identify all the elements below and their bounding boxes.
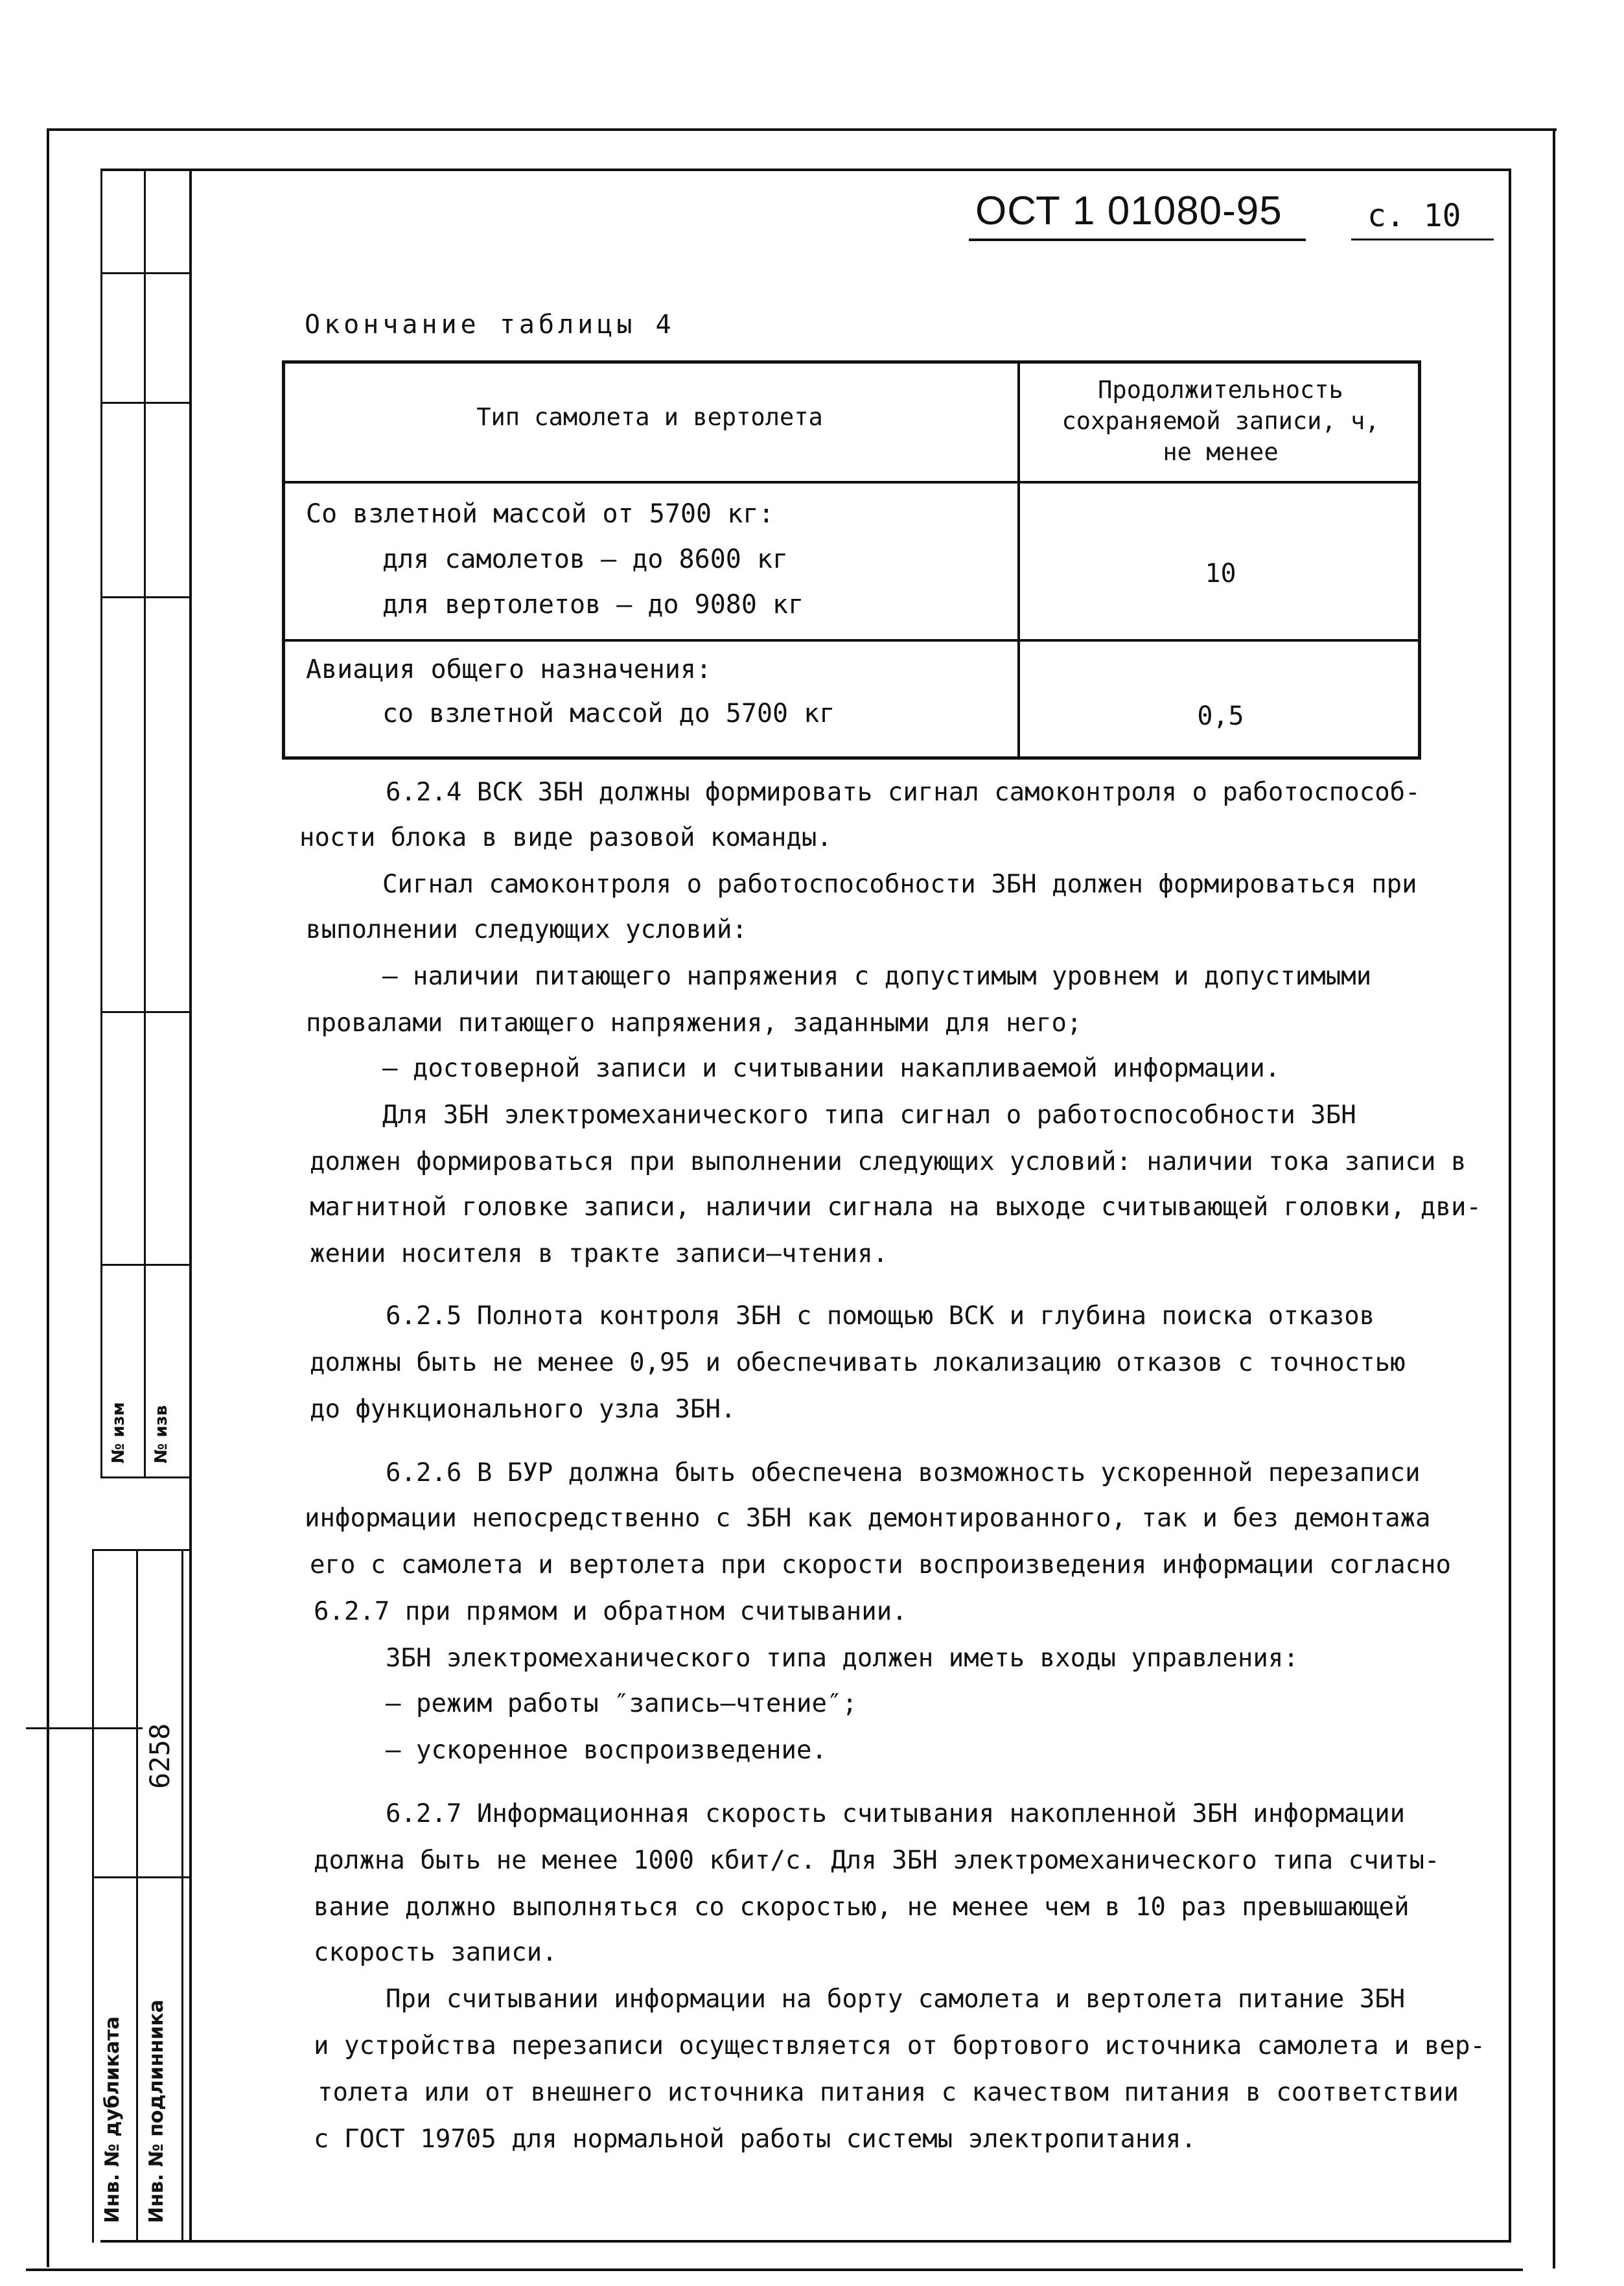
table-row-divider — [282, 639, 1421, 642]
paragraph-line: выполнении следующих условий: — [306, 915, 747, 944]
paragraph-line: ЗБН электромеханического типа должен иметь входы управления: — [386, 1644, 1299, 1673]
paragraph-line: вание должно выполняться со скоростью, не менее чем в 10 раз превышающей — [314, 1893, 1409, 1922]
paragraph-line: ности блока в виде разовой команды. — [299, 823, 832, 852]
paragraph-line: жении носителя в тракте записи–чтения. — [310, 1239, 888, 1268]
binding-strip-divider — [100, 402, 189, 404]
label-orig: Инв. № подлинника — [145, 2000, 168, 2223]
table-cell: со взлетной массой до 5700 кг — [382, 699, 835, 729]
paragraph-line: скорость записи. — [314, 1938, 557, 1967]
binding-strip-divider — [100, 1011, 189, 1013]
label-izv: № изв — [152, 1405, 171, 1464]
paragraph-line: провалами питающего напряжения, заданными для него; — [306, 1009, 1082, 1038]
binding-strip-line — [136, 1549, 138, 2243]
content-frame-right — [1509, 169, 1511, 2243]
paragraph-line: – достоверной записи и считывании накапливаемой информации. — [382, 1054, 1281, 1083]
paragraph-line: должен формироваться при выполнении следующих условий: наличии тока записи в — [310, 1147, 1467, 1176]
binding-strip-divider — [100, 272, 189, 274]
page-number-underline — [1351, 239, 1494, 240]
paragraph-line: 6.2.7 Информационная скорость считывания накопленной ЗБН информации — [386, 1799, 1406, 1828]
binding-strip-line — [181, 1549, 183, 2243]
header-line: Продолжительность — [1098, 376, 1343, 404]
binding-strip-divider — [92, 1549, 189, 1551]
paragraph-line: его с самолета и вертолета при скорости воспроизведения информации согласно — [310, 1550, 1451, 1580]
binding-strip-divider — [100, 1476, 189, 1478]
paragraph-line: – наличии питающего напряжения с допустимым уровнем и допустимыми — [382, 962, 1372, 991]
table-header-type: Тип самолета и вертолета — [476, 403, 823, 431]
paragraph-line: информации непосредственно с ЗБН как демонтированного, так и без демонтажа — [305, 1504, 1431, 1533]
paragraph-line: 6.2.6 В БУР должна быть обеспечена возможность ускоренной перезаписи — [386, 1458, 1421, 1487]
table-caption: Окончание таблицы 4 — [305, 310, 675, 340]
page-frame-top — [47, 128, 1557, 131]
table-header-duration — [1020, 375, 1421, 468]
cut-line — [26, 1727, 143, 1729]
paragraph-line: магнитной головке записи, наличии сигнала на выходе считывающей головки, дви- — [310, 1193, 1481, 1222]
paragraph-line: 6.2.5 Полнота контроля ЗБН с помощью ВСК и глубина поиска отказов — [386, 1301, 1375, 1331]
page-frame-bottom — [26, 2269, 1523, 2271]
inv-number: 6258 — [144, 1723, 176, 1789]
page-number: с. 10 — [1367, 198, 1461, 234]
paragraph-line: При считывании информации на борту самолета и вертолета питание ЗБН — [386, 1985, 1406, 2014]
table-cell: Авиация общего назначения: — [306, 655, 712, 684]
paragraph-line: должна быть не менее 1000 кбит/с. Для ЗБН электромеханического типа считы- — [314, 1846, 1440, 1875]
paragraph-line: – ускоренное воспроизведение. — [386, 1736, 827, 1765]
content-frame-bottom — [100, 2240, 1510, 2243]
content-frame-top — [100, 169, 1510, 171]
paragraph-line: и устройства перезаписи осуществляется от бортового источника самолета и вер- — [314, 2031, 1485, 2060]
table-value: 0,5 — [1197, 701, 1244, 731]
table-cell: для самолетов – до 8600 кг — [382, 544, 789, 574]
header-line: сохраняемой записи, ч, — [1061, 407, 1380, 435]
paragraph-line: до функционального узла ЗБН. — [310, 1395, 736, 1424]
table-row-divider — [282, 481, 1421, 484]
paragraph-line: Для ЗБН электромеханического типа сигнал о работоспособности ЗБН — [382, 1101, 1356, 1130]
binding-strip-divider — [92, 1876, 189, 1878]
binding-strip-line — [100, 169, 102, 1478]
table-cell: Со взлетной массой от 5700 кг: — [306, 499, 774, 529]
binding-strip-line — [144, 169, 146, 1478]
page-frame-left — [47, 128, 49, 2267]
paragraph-line: должны быть не менее 0,95 и обеспечивать локализацию отказов с точностью — [310, 1348, 1406, 1377]
paragraph-line: 6.2.7 при прямом и обратном считывании. — [314, 1597, 907, 1626]
paragraph-line: с ГОСТ 19705 для нормальной работы системы электропитания. — [314, 2125, 1196, 2154]
paragraph-line: Сигнал самоконтроля о работоспособности ЗБН должен формироваться при — [382, 870, 1417, 899]
table-cell: для вертолетов – до 9080 кг — [382, 590, 804, 620]
binding-strip-divider — [100, 1264, 189, 1266]
binding-strip-line — [92, 1549, 94, 2243]
header-line: не менее — [1163, 438, 1279, 466]
content-frame-left — [189, 169, 192, 2243]
document-code: ОСТ 1 01080-95 — [975, 189, 1282, 233]
page-frame-right — [1553, 128, 1555, 2269]
paragraph-line: толета или от внешнего источника питания с качеством питания в соответствии — [318, 2078, 1459, 2107]
label-dup: Инв. № дубликата — [101, 2016, 124, 2223]
paragraph-line: 6.2.4 ВСК ЗБН должны формировать сигнал самоконтроля о работоспособ- — [386, 778, 1421, 807]
table-value: 10 — [1205, 559, 1236, 589]
label-izm: № изм — [109, 1402, 128, 1464]
paragraph-line: – режим работы ″запись–чтение″; — [386, 1689, 857, 1718]
binding-strip-divider — [100, 596, 189, 598]
document-code-underline — [969, 239, 1306, 241]
